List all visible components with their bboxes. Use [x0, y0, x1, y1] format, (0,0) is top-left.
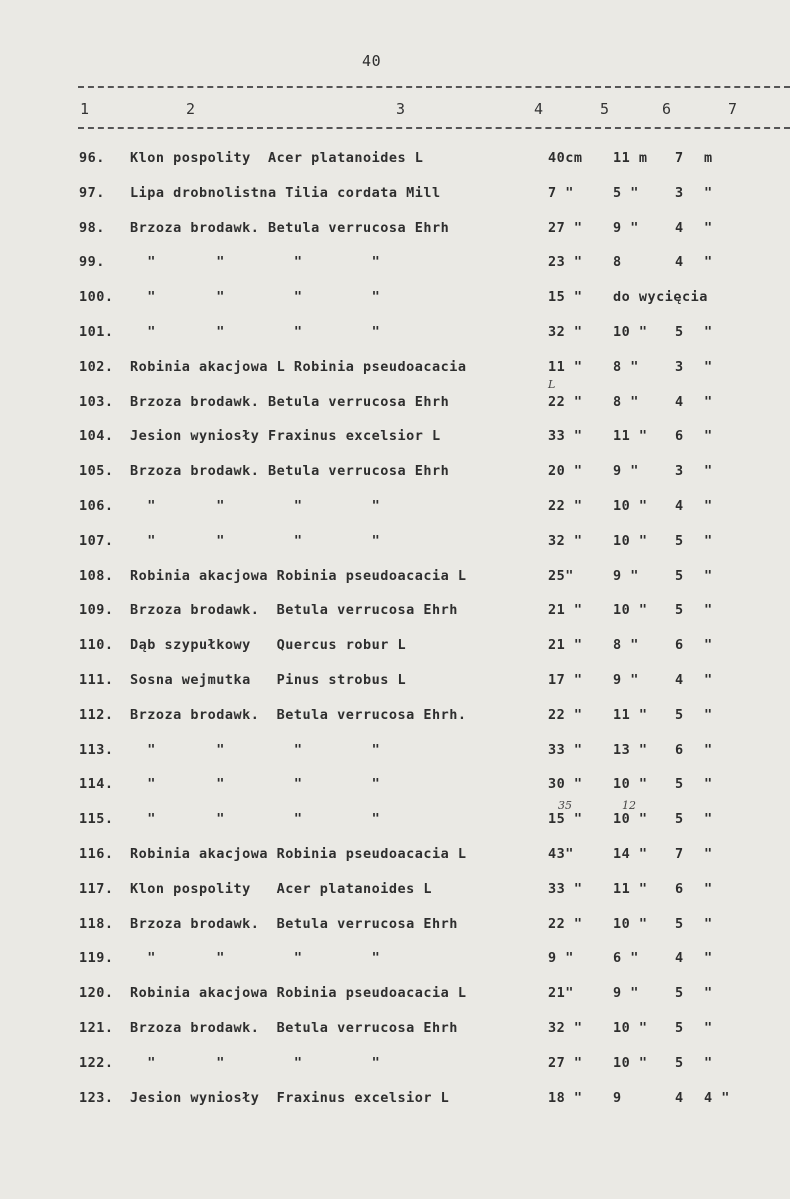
row-number: 105. — [79, 463, 114, 479]
height-value: 9 " — [613, 463, 639, 479]
unit-mark: " — [704, 1020, 713, 1036]
handwritten-note-35: 35 — [558, 799, 572, 812]
row-number: 99. — [79, 254, 105, 270]
height-value: 10 " — [613, 776, 648, 792]
row-number: 104. — [79, 428, 114, 444]
species-name: Brzoza brodawk. Betula verrucosa Ehrh — [130, 220, 450, 236]
table-row — [0, 811, 790, 831]
height-value: 10 " — [613, 1020, 648, 1036]
species-name: Robinia akacjowa Robinia pseudoacacia L — [130, 985, 467, 1001]
species-name: " " " " — [130, 811, 381, 827]
table-row — [0, 881, 790, 901]
species-name: Brzoza brodawk. Betula verrucosa Ehrh — [130, 602, 458, 618]
unit-mark: " — [704, 672, 713, 688]
table-row — [0, 324, 790, 344]
table-row — [0, 950, 790, 970]
page-number: 40 — [362, 52, 382, 70]
crown-value: 4 — [675, 220, 684, 236]
table-row — [0, 637, 790, 657]
unit-mark: " — [704, 916, 713, 932]
height-value: 10 " — [613, 1055, 648, 1071]
crown-value: 4 — [675, 1090, 684, 1106]
unit-mark: " — [704, 254, 713, 270]
species-name: Lipa drobnolistna Tilia cordata Mill — [130, 185, 441, 201]
row-number: 121. — [79, 1020, 114, 1036]
species-name: Brzoza brodawk. Betula verrucosa Ehrh — [130, 463, 450, 479]
unit-mark: " — [704, 220, 713, 236]
row-number: 109. — [79, 602, 114, 618]
diameter-value: 22 " — [548, 498, 583, 514]
species-name: " " " " — [130, 533, 381, 549]
table-row — [0, 1020, 790, 1040]
unit-mark: m — [704, 150, 713, 166]
table-row — [0, 602, 790, 622]
unit-mark: " — [704, 1055, 713, 1071]
diameter-value: 22 " — [548, 394, 583, 410]
row-number: 110. — [79, 637, 114, 653]
row-number: 108. — [79, 568, 114, 584]
row-number: 117. — [79, 881, 114, 897]
unit-mark: " — [704, 707, 713, 723]
unit-mark: " — [704, 811, 713, 827]
unit-mark: 4 " — [704, 1090, 730, 1106]
diameter-value: 15 " — [548, 289, 583, 305]
crown-value: 4 — [675, 672, 684, 688]
unit-mark: " — [704, 950, 713, 966]
handwritten-note-l: L — [548, 378, 556, 391]
crown-value: 3 — [675, 359, 684, 375]
unit-mark: " — [704, 463, 713, 479]
species-name: Robinia akacjowa Robinia pseudoacacia L — [130, 568, 467, 584]
table-row — [0, 707, 790, 727]
row-number: 103. — [79, 394, 114, 410]
diameter-value: 33 " — [548, 881, 583, 897]
height-value: 11 " — [613, 707, 648, 723]
height-value: 9 " — [613, 985, 639, 1001]
species-name: " " " " — [130, 254, 381, 270]
species-name: " " " " — [130, 1055, 381, 1071]
species-name: Brzoza brodawk. Betula verrucosa Ehrh — [130, 394, 450, 410]
row-number: 98. — [79, 220, 105, 236]
table-row — [0, 498, 790, 518]
height-value: 13 " — [613, 742, 648, 758]
header-rule-bottom — [78, 127, 790, 129]
diameter-value: 40cm — [548, 150, 583, 166]
unit-mark: " — [704, 846, 713, 862]
species-name: " " " " — [130, 289, 381, 305]
row-number: 101. — [79, 324, 114, 340]
column-number-7: 7 — [728, 100, 738, 118]
table-row — [0, 776, 790, 796]
species-name: Brzoza brodawk. Betula verrucosa Ehrh. — [130, 707, 467, 723]
diameter-value: 33 " — [548, 428, 583, 444]
row-number: 100. — [79, 289, 114, 305]
row-number: 122. — [79, 1055, 114, 1071]
crown-value: 6 — [675, 742, 684, 758]
height-value: 8 — [613, 254, 622, 270]
table-row — [0, 533, 790, 553]
table-row — [0, 463, 790, 483]
table-row — [0, 742, 790, 762]
handwritten-note-12: 12 — [622, 799, 636, 812]
row-number: 107. — [79, 533, 114, 549]
crown-value: 6 — [675, 637, 684, 653]
height-value: 8 " — [613, 359, 639, 375]
table-row — [0, 150, 790, 170]
unit-mark: " — [704, 359, 713, 375]
unit-mark: " — [704, 985, 713, 1001]
unit-mark: " — [704, 568, 713, 584]
height-value: 9 " — [613, 568, 639, 584]
unit-mark: " — [704, 881, 713, 897]
column-number-1: 1 — [80, 100, 90, 118]
height-value: do wycięcia — [613, 289, 708, 305]
table-row — [0, 672, 790, 692]
height-value: 10 " — [613, 602, 648, 618]
height-value: 10 " — [613, 533, 648, 549]
height-value: 9 " — [613, 220, 639, 236]
diameter-value: 7 " — [548, 185, 574, 201]
crown-value: 4 — [675, 950, 684, 966]
species-name: Dąb szypułkowy Quercus robur L — [130, 637, 407, 653]
height-value: 10 " — [613, 324, 648, 340]
crown-value: 5 — [675, 568, 684, 584]
table-row — [0, 220, 790, 240]
table-row — [0, 1055, 790, 1075]
diameter-value: 43" — [548, 846, 574, 862]
table-row — [0, 1090, 790, 1110]
crown-value: 5 — [675, 916, 684, 932]
row-number: 113. — [79, 742, 114, 758]
row-number: 118. — [79, 916, 114, 932]
diameter-value: 23 " — [548, 254, 583, 270]
crown-value: 5 — [675, 985, 684, 1001]
unit-mark: " — [704, 533, 713, 549]
unit-mark: " — [704, 637, 713, 653]
diameter-value: 21" — [548, 985, 574, 1001]
table-row — [0, 568, 790, 588]
unit-mark: " — [704, 394, 713, 410]
diameter-value: 30 " — [548, 776, 583, 792]
header-rule-top — [78, 86, 790, 88]
table-row — [0, 254, 790, 274]
diameter-value: 20 " — [548, 463, 583, 479]
table-row — [0, 289, 790, 309]
height-value: 11 " — [613, 428, 648, 444]
height-value: 14 " — [613, 846, 648, 862]
unit-mark: " — [704, 498, 713, 514]
crown-value: 4 — [675, 394, 684, 410]
crown-value: 5 — [675, 1055, 684, 1071]
species-name: Jesion wyniosły Fraxinus excelsior L — [130, 1090, 450, 1106]
column-number-3: 3 — [396, 100, 406, 118]
row-number: 96. — [79, 150, 105, 166]
row-number: 106. — [79, 498, 114, 514]
table-row — [0, 985, 790, 1005]
crown-value: 4 — [675, 254, 684, 270]
crown-value: 3 — [675, 463, 684, 479]
diameter-value: 9 " — [548, 950, 574, 966]
crown-value: 5 — [675, 324, 684, 340]
species-name: Klon pospolity Acer platanoides L — [130, 881, 432, 897]
row-number: 112. — [79, 707, 114, 723]
column-number-6: 6 — [662, 100, 672, 118]
species-name: Sosna wejmutka Pinus strobus L — [130, 672, 407, 688]
table-row — [0, 359, 790, 379]
diameter-value: 21 " — [548, 602, 583, 618]
species-name: " " " " — [130, 950, 381, 966]
diameter-value: 27 " — [548, 1055, 583, 1071]
crown-value: 5 — [675, 811, 684, 827]
crown-value: 5 — [675, 707, 684, 723]
table-row — [0, 846, 790, 866]
row-number: 115. — [79, 811, 114, 827]
crown-value: 7 — [675, 150, 684, 166]
row-number: 102. — [79, 359, 114, 375]
height-value: 5 " — [613, 185, 639, 201]
species-name: Klon pospolity Acer platanoides L — [130, 150, 424, 166]
column-number-5: 5 — [600, 100, 610, 118]
row-number: 111. — [79, 672, 114, 688]
height-value: 11 m — [613, 150, 648, 166]
species-name: Brzoza brodawk. Betula verrucosa Ehrh — [130, 916, 458, 932]
column-number-4: 4 — [534, 100, 544, 118]
height-value: 11 " — [613, 881, 648, 897]
diameter-value: 25" — [548, 568, 574, 584]
crown-value: 7 — [675, 846, 684, 862]
column-number-2: 2 — [186, 100, 196, 118]
row-number: 123. — [79, 1090, 114, 1106]
species-name: " " " " — [130, 324, 381, 340]
height-value: 10 " — [613, 811, 648, 827]
crown-value: 5 — [675, 533, 684, 549]
diameter-value: 22 " — [548, 916, 583, 932]
species-name: Jesion wyniosły Fraxinus excelsior L — [130, 428, 441, 444]
crown-value: 6 — [675, 428, 684, 444]
diameter-value: 32 " — [548, 533, 583, 549]
diameter-value: 32 " — [548, 324, 583, 340]
crown-value: 5 — [675, 602, 684, 618]
height-value: 10 " — [613, 916, 648, 932]
species-name: Robinia akacjowa Robinia pseudoacacia L — [130, 846, 467, 862]
diameter-value: 32 " — [548, 1020, 583, 1036]
table-row — [0, 394, 790, 414]
crown-value: 4 — [675, 498, 684, 514]
height-value: 9 " — [613, 672, 639, 688]
height-value: 8 " — [613, 637, 639, 653]
diameter-value: 17 " — [548, 672, 583, 688]
species-name: " " " " — [130, 776, 381, 792]
diameter-value: 27 " — [548, 220, 583, 236]
crown-value: 5 — [675, 1020, 684, 1036]
diameter-value: 18 " — [548, 1090, 583, 1106]
species-name: Brzoza brodawk. Betula verrucosa Ehrh — [130, 1020, 458, 1036]
row-number: 119. — [79, 950, 114, 966]
table-row — [0, 428, 790, 448]
table-row — [0, 916, 790, 936]
crown-value: 6 — [675, 881, 684, 897]
unit-mark: " — [704, 324, 713, 340]
unit-mark: " — [704, 428, 713, 444]
row-number: 114. — [79, 776, 114, 792]
height-value: 8 " — [613, 394, 639, 410]
height-value: 6 " — [613, 950, 639, 966]
table-row — [0, 185, 790, 205]
diameter-value: 21 " — [548, 637, 583, 653]
height-value: 10 " — [613, 498, 648, 514]
species-name: " " " " — [130, 498, 381, 514]
height-value: 9 — [613, 1090, 622, 1106]
unit-mark: " — [704, 602, 713, 618]
row-number: 116. — [79, 846, 114, 862]
unit-mark: " — [704, 776, 713, 792]
species-name: " " " " — [130, 742, 381, 758]
species-name: Robinia akacjowa L Robinia pseudoacacia — [130, 359, 467, 375]
diameter-value: 15 " — [548, 811, 583, 827]
unit-mark: " — [704, 742, 713, 758]
crown-value: 3 — [675, 185, 684, 201]
row-number: 120. — [79, 985, 114, 1001]
diameter-value: 11 " — [548, 359, 583, 375]
diameter-value: 33 " — [548, 742, 583, 758]
diameter-value: 22 " — [548, 707, 583, 723]
row-number: 97. — [79, 185, 105, 201]
crown-value: 5 — [675, 776, 684, 792]
unit-mark: " — [704, 185, 713, 201]
